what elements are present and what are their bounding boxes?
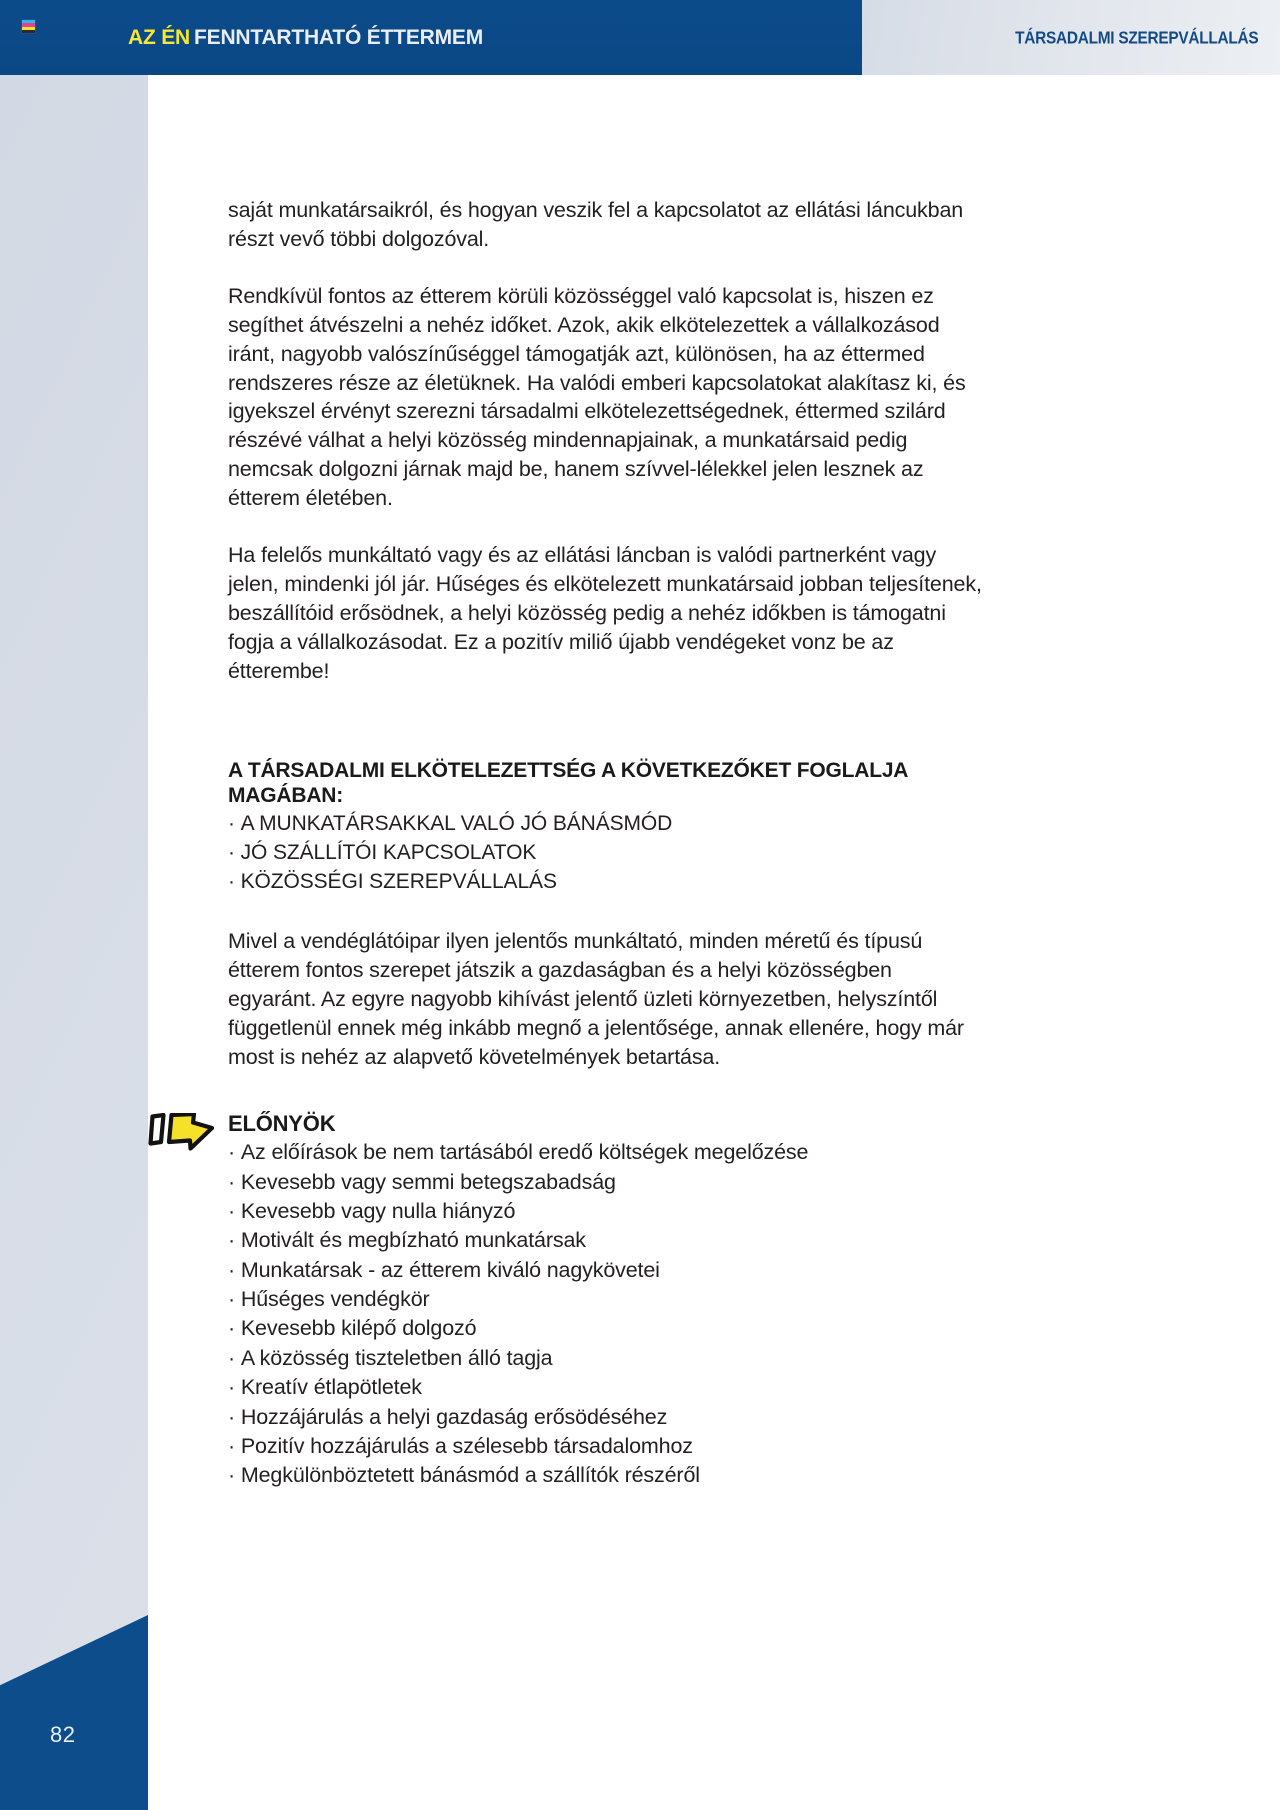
header-title-highlight: AZ ÉN bbox=[128, 25, 191, 49]
cmyk-color-bar-icon bbox=[22, 20, 35, 33]
header-title-rest: FENNTARTHATÓ ÉTTERMEM bbox=[194, 25, 484, 49]
benefits-list bbox=[228, 1138, 984, 1490]
paragraph: Mivel a vendéglátóipar ilyen jelentős munkáltató, minden méretű és típusú étterem fontos szerepet játszik a gazdaságban és a helyi közösségben egyaránt. Az egyre nagyobb kihívást jelentő üzleti környezetben, helyszíntől függetlenül ennek még inkább megnő a jelentősége, annak ellenére, hogy már most is nehéz az alapvető követelmények betartása. bbox=[228, 928, 964, 1069]
benefits-block bbox=[228, 1111, 984, 1490]
commitment-list bbox=[228, 810, 984, 897]
list-item: · Hozzájárulás a helyi gazdaság erősödéséhez bbox=[228, 1403, 984, 1432]
list-item: · Kevesebb vagy semmi betegszabadság bbox=[228, 1168, 984, 1197]
list-item: · Kreatív étlapötletek bbox=[228, 1373, 984, 1402]
header-title bbox=[128, 26, 483, 50]
list-item: · Kevesebb kilépő dolgozó bbox=[228, 1314, 984, 1343]
list-item: · Motivált és megbízható munkatársak bbox=[228, 1226, 984, 1255]
page-header bbox=[0, 0, 1280, 75]
list-item: · Pozitív hozzájárulás a szélesebb társadalomhoz bbox=[228, 1432, 984, 1461]
list-item: · JÓ SZÁLLÍTÓI KAPCSOLATOK bbox=[228, 839, 984, 868]
paragraph: Ha felelős munkáltató vagy és az ellátási láncban is valódi partnerként vagy jelen, mindenki jól jár. Hűséges és elkötelezett munkatársaid jobban teljesítenek, beszállítóid erősödnek, a helyi közösség pedig a nehéz időkben is támogatni fogja a vállalkozásodat. Ez a pozitív miliő újabb vendégeket vonz be az étterembe! bbox=[228, 543, 982, 683]
list-item: · KÖZÖSSÉGI SZEREPVÁLLALÁS bbox=[228, 868, 984, 897]
commitment-heading: A TÁRSADALMI ELKÖTELEZETTSÉG A KÖVETKEZŐKET FOGLALJA MAGÁBAN: bbox=[228, 758, 908, 807]
list-item: · Munkatársak - az étterem kiváló nagykövetei bbox=[228, 1256, 984, 1285]
list-item: · A MUNKATÁRSAKKAL VALÓ JÓ BÁNÁSMÓD bbox=[228, 810, 984, 839]
list-item: · Kevesebb vagy nulla hiányzó bbox=[228, 1197, 984, 1226]
spacer bbox=[228, 897, 984, 927]
page-number: 82 bbox=[50, 1722, 76, 1747]
paragraph: Rendkívül fontos az étterem körüli közösséggel való kapcsolat is, hiszen ez segíthet átvészelni a nehéz időket. Azok, akik elkötelezettek a vállalkozásod iránt, nagyobb valószínűséggel támogatják azt, különösen, ha az éttermed rendszeres része az életüknek. Ha valódi emberi kapcsolatokat alakítasz ki, és igyekszel érvényt szerezni társadalmi elkötelezettségednek, éttermed szilárd részévé válhat a helyi közösség mindennapjainak, a munkatársaid pedig nemcsak dolgozni járnak majd be, hanem szívvel-lélekkel jelen lesznek az étterem életében. bbox=[228, 283, 966, 511]
main-content bbox=[228, 196, 984, 1491]
yellow-arrow-icon bbox=[146, 1113, 222, 1153]
list-item: · Az előírások be nem tartásából eredő költségek megelőzése bbox=[228, 1138, 984, 1167]
header-section-panel bbox=[862, 0, 1280, 75]
list-item: · Hűséges vendégkör bbox=[228, 1285, 984, 1314]
list-item: · A közösség tiszteletben álló tagja bbox=[228, 1344, 984, 1373]
commitment-block bbox=[228, 758, 984, 897]
paragraph: saját munkatársaikról, és hogyan veszik fel a kapcsolatot az ellátási láncukban részt vevő többi dolgozóval. bbox=[228, 198, 964, 251]
left-sidebar bbox=[0, 75, 148, 1810]
list-item: · Megkülönböztetett bánásmód a szállítók részéről bbox=[228, 1461, 984, 1490]
header-section-label: TÁRSADALMI SZEREPVÁLLALÁS bbox=[1014, 27, 1258, 47]
spacer bbox=[228, 714, 984, 758]
benefits-title: ELŐNYÖK bbox=[228, 1111, 336, 1137]
page-number-badge bbox=[0, 1615, 148, 1810]
